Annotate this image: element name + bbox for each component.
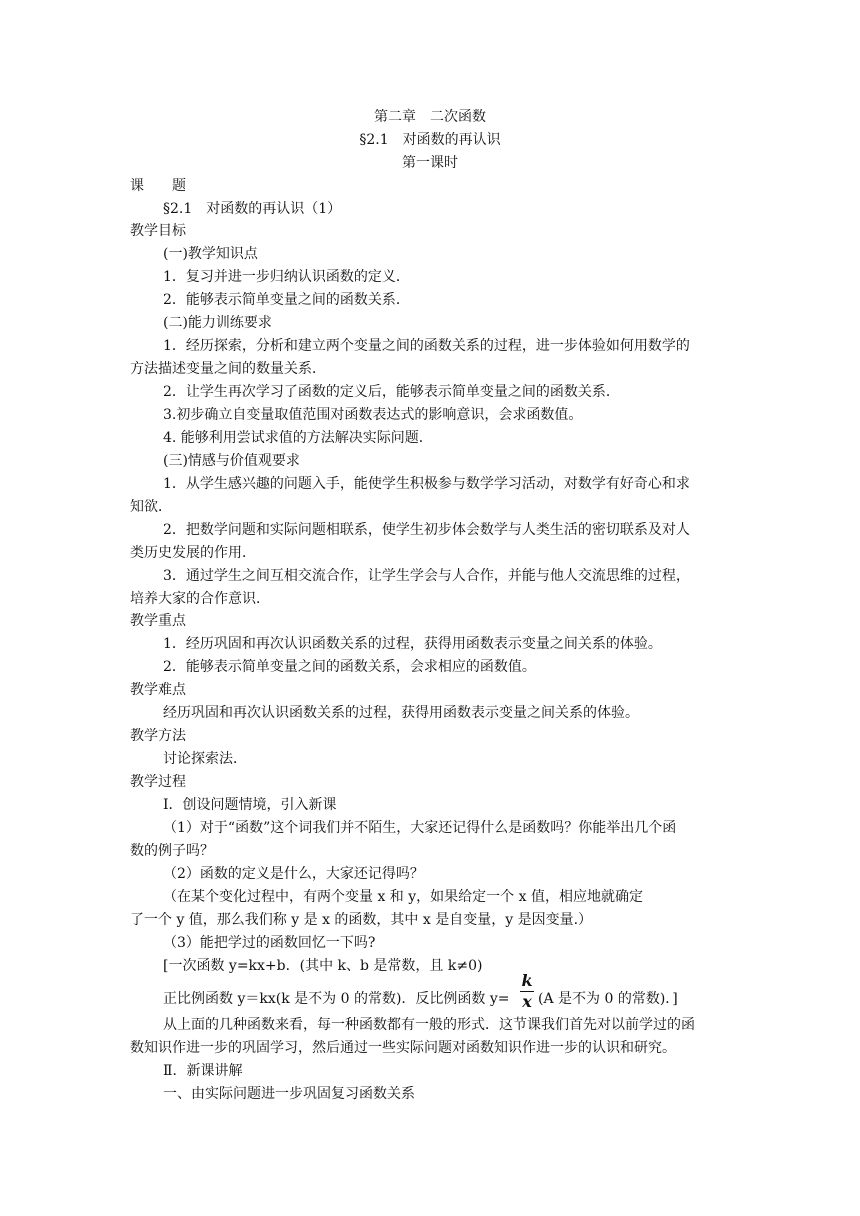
ability-item-1-line-2: 方法描述变量之间的数量关系．	[130, 361, 326, 377]
ability-item-2: 2．让学生再次学习了函数的定义后，能够表示简单变量之间的函数关系．	[163, 384, 620, 400]
fraction-denominator: x	[522, 992, 532, 1011]
chapter-title: 第二章 二次函数	[374, 109, 486, 125]
emotion-item-1-line-2: 知欲．	[130, 499, 172, 515]
answer-2-line-1: （在某个变化过程中，有两个变量 x 和 y，如果给定一个 x 值，相应地就确定	[163, 889, 643, 905]
answer-3-line-2-start: 正比例函数 y＝kx(k 是不为 0 的常数)．反比例函数 y=	[163, 991, 510, 1007]
question-1-line-2: 数的例子吗？	[130, 843, 214, 859]
fraction-numerator: k	[521, 971, 533, 990]
key-points-heading: 教学重点	[130, 613, 186, 629]
section-title: §2.1 对函数的再认识	[359, 132, 501, 148]
difficulties-text: 经历巩固和再次认识函数关系的过程，获得用函数表示变量之间关系的体验。	[163, 705, 639, 721]
topic-label: 课 题	[130, 178, 186, 194]
question-2: （2）函数的定义是什么，大家还记得吗？	[163, 866, 424, 882]
part-2-title: Ⅱ．新课讲解	[163, 1063, 243, 1079]
ability-item-1-line-1: 1．经历探索，分析和建立两个变量之间的函数关系的过程，进一步体验如何用数学的	[163, 338, 690, 354]
part-1-title: Ⅰ．创设问题情境，引入新课	[163, 797, 337, 813]
ability-item-3: 3.初步确立自变量取值范围对函数表达式的影响意识，会求函数值。	[163, 407, 583, 423]
key-point-item: 2．能够表示简单变量之间的函数关系，会求相应的函数值。	[163, 659, 536, 675]
answer-3-line-2-end: (A 是不为 0 的常数)．]	[538, 991, 678, 1007]
question-3: （3）能把学过的函数回忆一下吗?	[163, 935, 376, 951]
ability-title: (二)能力训练要求	[163, 315, 272, 331]
topic-value: §2.1 对函数的再认识（1）	[163, 201, 342, 217]
emotion-item-2-line-2: 类历史发展的作用．	[130, 545, 256, 561]
knowledge-item: 1．复习并进一步归纳认识函数的定义．	[163, 269, 410, 285]
inverse-proportion-fraction	[520, 972, 534, 1011]
ability-item-4: 4. 能够利用尝试求值的方法解决实际问题．	[163, 430, 433, 446]
lesson-title: 第一课时	[402, 155, 458, 171]
question-1-line-1: （1）对于“函数”这个词我们并不陌生，大家还记得什么是函数吗？你能举出几个函	[163, 820, 677, 836]
emotion-item-2-line-1: 2．把数学问题和实际问题相联系，使学生初步体会数学与人类生活的密切联系及对人	[163, 522, 690, 538]
answer-3-line-1: [一次函数 y=kx+b．(其中 k、b 是常数，且 k≠0)	[163, 958, 483, 974]
method-heading: 教学方法	[130, 728, 186, 744]
method-text: 讨论探索法．	[163, 751, 247, 767]
subsection-1-title: 一、由实际问题进一步巩固复习函数关系	[163, 1086, 415, 1102]
emotion-item-3-line-2: 培养大家的合作意识．	[130, 591, 270, 607]
emotion-item-3-line-1: 3．通过学生之间互相交流合作，让学生学会与人合作，并能与他人交流思维的过程，	[163, 568, 690, 584]
process-heading: 教学过程	[130, 774, 186, 790]
key-point-item: 1．经历巩固和再次认识函数关系的过程，获得用函数表示变量之间关系的体验。	[163, 636, 662, 652]
knowledge-title: (一)教学知识点	[163, 246, 258, 262]
objectives-heading: 教学目标	[130, 223, 186, 239]
summary-line-2: 数知识作进一步的巩固学习，然后通过一些实际问题对函数知识作进一步的认识和研究。	[130, 1040, 676, 1056]
emotion-title: (三)情感与价值观要求	[163, 453, 300, 469]
knowledge-item: 2．能够表示简单变量之间的函数关系．	[163, 292, 410, 308]
difficulties-heading: 教学难点	[130, 682, 186, 698]
summary-line-1: 从上面的几种函数来看，每一种函数都有一般的形式．这节课我们首先对以前学过的函	[163, 1017, 695, 1033]
answer-2-line-2: 了一个 y 值，那么我们称 y 是 x 的函数，其中 x 是自变量，y 是因变量.）	[130, 912, 593, 928]
emotion-item-1-line-1: 1．从学生感兴趣的问题入手，能使学生积极参与数学学习活动，对数学有好奇心和求	[163, 476, 690, 492]
